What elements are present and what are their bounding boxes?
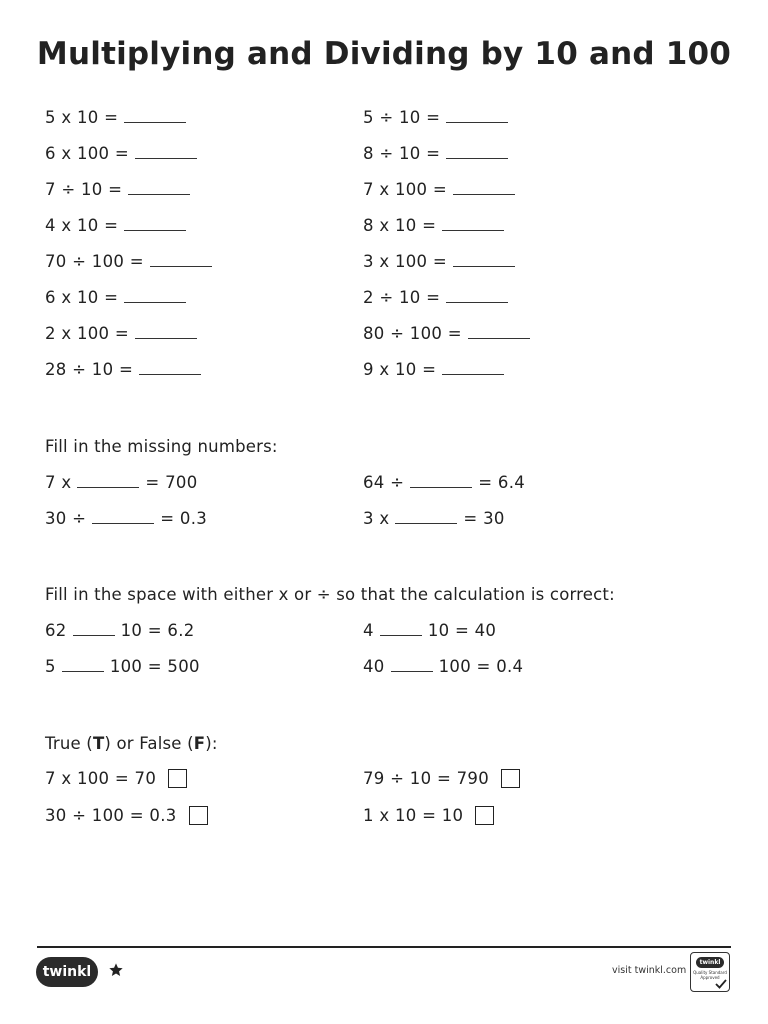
answer-blank[interactable] [128,193,190,195]
question-row [45,805,208,827]
visit-link[interactable]: visit twinkl.com [612,965,687,976]
badge-logo [696,957,724,968]
question-row [363,508,505,530]
question-text: 6 x 10 = [45,288,119,307]
answer-blank[interactable] [446,121,508,123]
question-row [363,768,520,790]
question-row [45,359,207,381]
question-row [45,143,203,165]
section-heading: Fill in the space with either x or ÷ so that the calculation is correct: [45,585,615,604]
question-row [363,805,494,827]
section-heading: Fill in the missing numbers: [45,437,278,456]
answer-blank[interactable] [92,522,154,524]
question-text: 7 x 100 = [363,180,448,199]
question-row [363,179,521,201]
question-text: 7 x 100 = 70 [45,769,157,788]
question-text: 6 x 100 = [45,144,130,163]
answer-blank[interactable] [468,337,530,339]
question-text: 80 ÷ 100 = [363,324,462,343]
heading-text: F [193,734,206,753]
answer-blank[interactable] [124,229,186,231]
operator-blank[interactable] [391,670,433,672]
answer-checkbox[interactable] [501,769,520,788]
question-text: 10 = 6.2 [120,621,195,640]
question-row [45,215,192,237]
badge-logo-text: twinkl [699,959,721,966]
question-text: 79 ÷ 10 = 790 [363,769,490,788]
question-row [363,472,525,494]
question-row [45,620,195,642]
question-text: 9 x 10 = [363,360,437,379]
question-row [45,251,218,273]
page-title: Multiplying and Dividing by 10 and 100 [36,36,732,72]
question-row [45,508,207,530]
question-text: 2 ÷ 10 = [363,288,441,307]
question-text: = 6.4 [478,473,526,492]
question-row [363,215,510,237]
badge-text: Quality Standard Approved [693,970,727,980]
answer-blank[interactable] [410,486,472,488]
heading-text: ): [205,734,218,753]
answer-checkbox[interactable] [189,806,208,825]
question-text: 2 x 100 = [45,324,130,343]
question-text: 28 ÷ 10 = [45,360,134,379]
heading-text: T [92,734,105,753]
answer-blank[interactable] [124,301,186,303]
question-text: 70 ÷ 100 = [45,252,144,271]
question-row [363,656,523,678]
heading-text: ) or False ( [104,734,194,753]
question-row [363,143,514,165]
question-row [363,107,514,129]
question-row [45,323,203,345]
question-text: 100 = 500 [109,657,200,676]
question-row [363,620,496,642]
question-text: 8 ÷ 10 = [363,144,441,163]
question-row [363,323,536,345]
question-text: 30 ÷ [45,509,87,528]
answer-blank[interactable] [446,157,508,159]
answer-blank[interactable] [453,265,515,267]
answer-checkbox[interactable] [475,806,494,825]
operator-blank[interactable] [73,634,115,636]
question-text: 4 [363,621,374,640]
question-text: 3 x 100 = [363,252,448,271]
answer-blank[interactable] [446,301,508,303]
question-text: 100 = 0.4 [438,657,524,676]
operator-blank[interactable] [380,634,422,636]
question-row [45,179,196,201]
question-text: = 30 [463,509,505,528]
question-text: = 700 [145,473,198,492]
answer-blank[interactable] [135,337,197,339]
question-text: = 0.3 [160,509,208,528]
question-row [45,287,192,309]
question-row [45,107,192,129]
question-row [45,768,187,790]
question-row [363,359,510,381]
answer-blank[interactable] [395,522,457,524]
section-heading [45,733,218,755]
question-row [45,472,198,494]
question-text: 3 x [363,509,390,528]
logo-text: twinkl [42,964,92,980]
answer-blank[interactable] [453,193,515,195]
answer-checkbox[interactable] [168,769,187,788]
heading-text: True ( [45,734,93,753]
question-text: 4 x 10 = [45,216,119,235]
question-text: 5 [45,657,56,676]
question-text: 10 = 40 [427,621,497,640]
question-text: 64 ÷ [363,473,405,492]
operator-blank[interactable] [62,670,104,672]
question-text: 30 ÷ 100 = 0.3 [45,806,177,825]
question-text: 5 ÷ 10 = [363,108,441,127]
quality-badge-icon [690,952,730,992]
question-text: 1 x 10 = 10 [363,806,464,825]
answer-blank[interactable] [442,373,504,375]
question-text: 7 x [45,473,72,492]
answer-blank[interactable] [139,373,201,375]
question-text: 40 [363,657,385,676]
twinkl-logo[interactable] [36,957,98,987]
answer-blank[interactable] [77,486,139,488]
question-row [363,251,521,273]
question-row [45,656,200,678]
answer-blank[interactable] [442,229,504,231]
question-text: 5 x 10 = [45,108,119,127]
answer-blank[interactable] [135,157,197,159]
footer-divider [37,946,731,948]
star-icon [108,962,124,978]
question-text: 62 [45,621,67,640]
question-text: 7 ÷ 10 = [45,180,123,199]
answer-blank[interactable] [150,265,212,267]
question-text: 8 x 10 = [363,216,437,235]
checkmark-icon [715,979,727,989]
question-row [363,287,514,309]
answer-blank[interactable] [124,121,186,123]
